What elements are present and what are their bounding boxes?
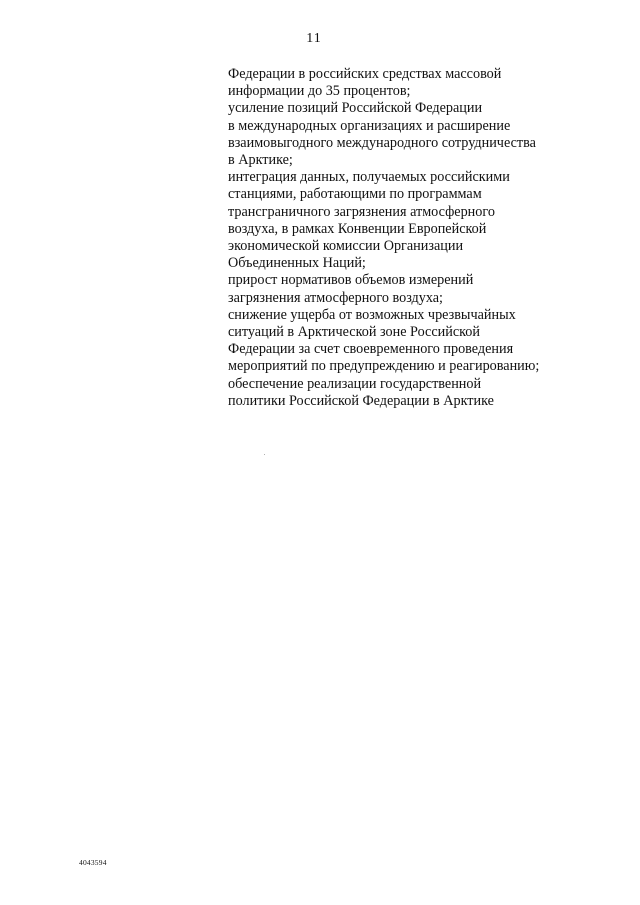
- scan-dot: [264, 454, 265, 455]
- page-number: 11: [306, 31, 322, 46]
- text-line: в международных организациях и расширение: [228, 117, 511, 134]
- text-line: экономической комиссии Организации: [228, 238, 464, 255]
- text-line: мероприятий по предупреждению и реагированию;: [228, 358, 540, 375]
- text-line: взаимовыгодного международного сотрудничества: [228, 134, 536, 151]
- text-line: станциями, работающими по программам: [228, 186, 482, 203]
- text-line: прирост нормативов объемов измерений: [228, 272, 474, 289]
- text-line: обеспечение реализации государственной: [228, 375, 482, 392]
- text-line: снижение ущерба от возможных чрезвычайных: [228, 306, 516, 323]
- text-line: ситуаций в Арктической зоне Российской: [228, 324, 480, 341]
- text-line: информации до 35 процентов;: [228, 83, 411, 100]
- document-code: 4043594: [79, 858, 107, 867]
- text-line: Федерации за счет своевременного проведения: [228, 341, 514, 358]
- text-line: политики Российской Федерации в Арктике: [228, 392, 494, 409]
- text-line: загрязнения атмосферного воздуха;: [228, 289, 443, 306]
- text-line: трансграничного загрязнения атмосферного: [228, 203, 495, 220]
- text-line: интеграция данных, получаемых российскими: [228, 169, 510, 186]
- text-line: в Арктике;: [228, 152, 293, 169]
- text-line: Федерации в российских средствах массовой: [228, 66, 502, 82]
- text-line: усиление позиций Российской Федерации: [228, 100, 483, 117]
- text-block: [228, 66, 628, 410]
- text-line: воздуха, в рамках Конвенции Европейской: [228, 220, 487, 237]
- text-line: Объединенных Наций;: [228, 255, 366, 272]
